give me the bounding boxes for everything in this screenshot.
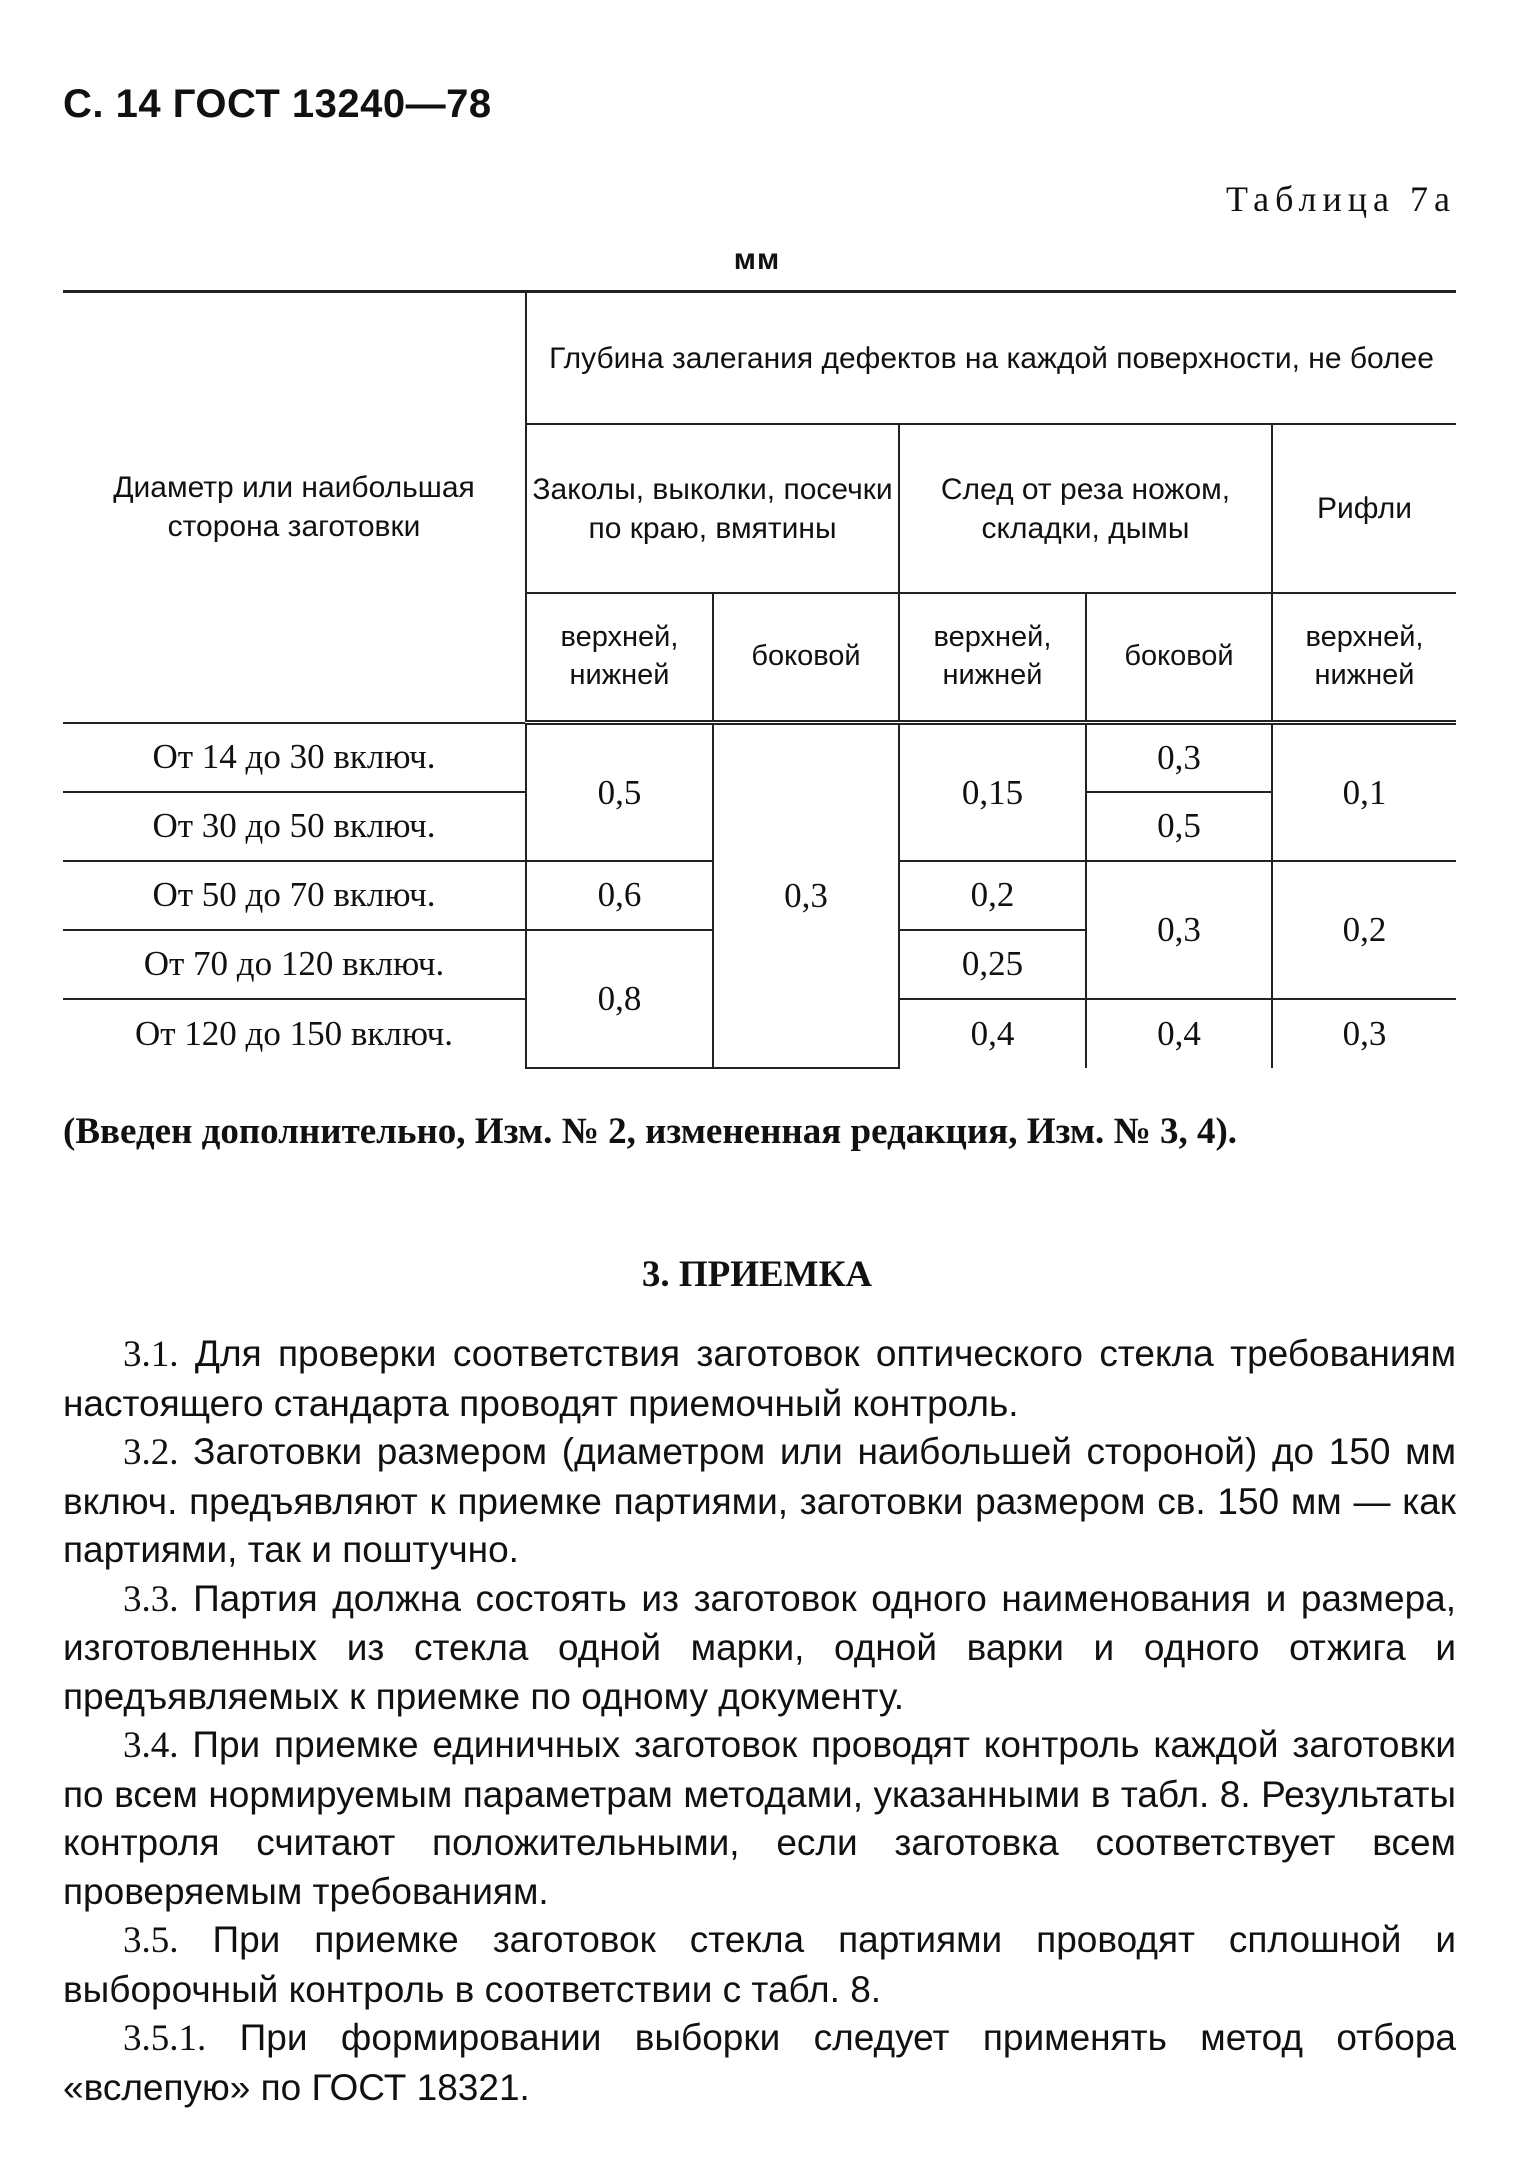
table-cell: 0,2 — [899, 861, 1086, 930]
clause-text: При приемке единичных заготовок проводят контроль каждой заготовки по всем нормируемым параметрам методами, указанными в табл. 8. Результаты контроля считают положительными, если заготовка соответствует всем проверяемым требованиям. — [63, 1724, 1456, 1912]
clause-number: 3.1. — [123, 1334, 179, 1375]
surface-top-bottom-header: верхней, нижней — [899, 593, 1086, 723]
table-cell: 0,25 — [899, 930, 1086, 999]
clause-text: При приемке заготовок стекла партиями проводят сплошной и выборочный контроль в соответствии с табл. 8. — [63, 1919, 1457, 2010]
surface-side-header: боковой — [713, 593, 899, 723]
clause-number: 3.2. — [123, 1432, 179, 1473]
subgroup-ripple-header: Рифли — [1272, 424, 1456, 593]
clause — [63, 1330, 1456, 1428]
table-cell: 0,3 — [713, 723, 899, 1068]
table-cell: 0,15 — [899, 723, 1086, 861]
clause — [63, 1721, 1456, 1916]
row-label: От 120 до 150 включ. — [63, 999, 526, 1068]
clause-text: Для проверки соответствия заготовок оптического стекла требованиям настоящего стандарта проводят приемочный контроль. — [63, 1333, 1457, 1424]
clause-number: 3.5. — [123, 1920, 179, 1961]
clause-text: Партия должна состоять из заготовок одного наименования и размера, изготовленных из стекла одной марки, одной варки и одного отжига и предъявляемых к приемке по одному документу. — [63, 1577, 1457, 1717]
table-cell: 0,5 — [526, 723, 713, 861]
clause — [63, 1428, 1456, 1575]
clause — [63, 1575, 1456, 1722]
row-label: От 30 до 50 включ. — [63, 792, 526, 861]
table-cell: 0,5 — [1086, 792, 1272, 861]
section-title: 3. ПРИЕМКА — [641, 1254, 873, 1295]
clause-number: 3.4. — [123, 1725, 179, 1766]
subgroup-cut-header: След от реза ножом, складки, дымы — [899, 424, 1272, 593]
clause — [63, 2014, 1456, 2112]
clause-text: Заготовки размером (диаметром или наибольшей стороной) до 150 мм включ. предъявляют к приемке партиями, заготовки размером св. 150 мм — как партиями, так и поштучно. — [63, 1431, 1457, 1570]
table-cell: 0,3 — [1086, 723, 1272, 792]
row-label: От 50 до 70 включ. — [63, 861, 526, 930]
row-label: От 70 до 120 включ. — [63, 930, 526, 999]
surface-top-bottom-header: верхней, нижней — [1272, 593, 1456, 723]
clause-number: 3.3. — [123, 1578, 179, 1620]
defects-depth-table — [63, 290, 1456, 1069]
clause — [63, 1916, 1456, 2014]
table-units: мм — [733, 243, 781, 276]
surface-top-bottom-header: верхней, нижней — [526, 593, 713, 723]
group-header: Глубина залегания дефектов на каждой поверхности, не более — [526, 292, 1456, 425]
table-row — [63, 723, 1456, 792]
clause-number: 3.5.1. — [123, 2018, 207, 2059]
page-header: С. 14 ГОСТ 13240—78 — [63, 82, 492, 126]
table-cell: 0,2 — [1272, 861, 1456, 999]
table-caption: Таблица 7а — [1226, 179, 1456, 219]
table-cell: 0,8 — [526, 930, 713, 1068]
row-label: От 14 до 30 включ. — [63, 723, 526, 792]
table-cell: 0,3 — [1086, 861, 1272, 999]
table-cell: 0,6 — [526, 861, 713, 930]
subgroup-chips-header: Заколы, выколки, посечки по краю, вмятины — [526, 424, 899, 593]
amendment-note: (Введен дополнительно, Изм. № 2, измененная редакция, Изм. № 3, 4). — [63, 1111, 1238, 1152]
stub-header: Диаметр или наибольшая сторона заготовки — [63, 292, 526, 723]
table-cell: 0,3 — [1272, 999, 1456, 1068]
surface-side-header: боковой — [1086, 593, 1272, 723]
clauses-list — [63, 1330, 1456, 2112]
table-cell: 0,4 — [1086, 999, 1272, 1068]
clause-text: При формировании выборки следует применять метод отбора «вслепую» по ГОСТ 18321. — [63, 2017, 1456, 2108]
table-cell: 0,1 — [1272, 723, 1456, 861]
table-cell: 0,4 — [899, 999, 1086, 1068]
